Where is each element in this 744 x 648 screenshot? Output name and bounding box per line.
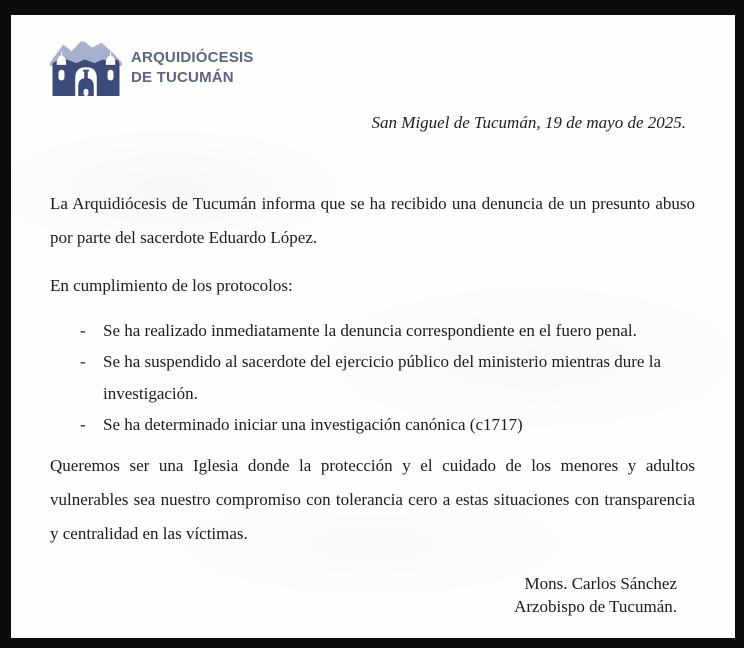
signature-name: Mons. Carlos Sánchez	[524, 573, 677, 593]
bullet-dash: -	[80, 415, 86, 435]
signature-title: Arzobispo de Tucumán.	[514, 596, 677, 616]
letterhead	[50, 33, 695, 103]
paragraph-announcement: La Arquidiócesis de Tucumán informa que se ha recibido una denuncia de un presunto abuso por parte del sacerdote Eduardo López.	[50, 194, 695, 247]
list-item	[50, 346, 695, 409]
list-item	[50, 409, 695, 440]
dateline: San Miguel de Tucumán, 19 de mayo de 2025.	[371, 113, 686, 132]
paragraph-commitment: Queremos ser una Iglesia donde la protección y el cuidado de los menores y adultos vulnerables sea nuestro compromiso con tolerancia cero a estas situaciones con transparencia y centralidad en las víctimas.	[50, 455, 695, 543]
list-item-text: Se ha realizado inmediatamente la denuncia correspondiente en el fuero penal.	[103, 321, 637, 340]
measures-list	[50, 315, 695, 441]
bullet-dash: -	[80, 321, 86, 340]
list-item-text: Se ha suspendido al sacerdote del ejercicio público del ministerio mientras dure la investigación.	[103, 352, 661, 403]
org-name-line2: DE TUCUMÁN	[131, 69, 234, 86]
list-item	[50, 315, 695, 346]
letter-page	[11, 15, 735, 638]
bullet-dash: -	[80, 352, 86, 372]
org-name	[131, 48, 254, 88]
org-name-line1: ARQUIDIÓCESIS	[131, 49, 254, 67]
archdiocese-church-logo-icon	[50, 35, 122, 102]
list-item-text: Se ha determinado iniciar una investigación canónica (c1717)	[103, 415, 523, 435]
paragraph-protocols-intro: En cumplimiento de los protocolos:	[50, 276, 293, 295]
signature-block	[50, 573, 695, 619]
